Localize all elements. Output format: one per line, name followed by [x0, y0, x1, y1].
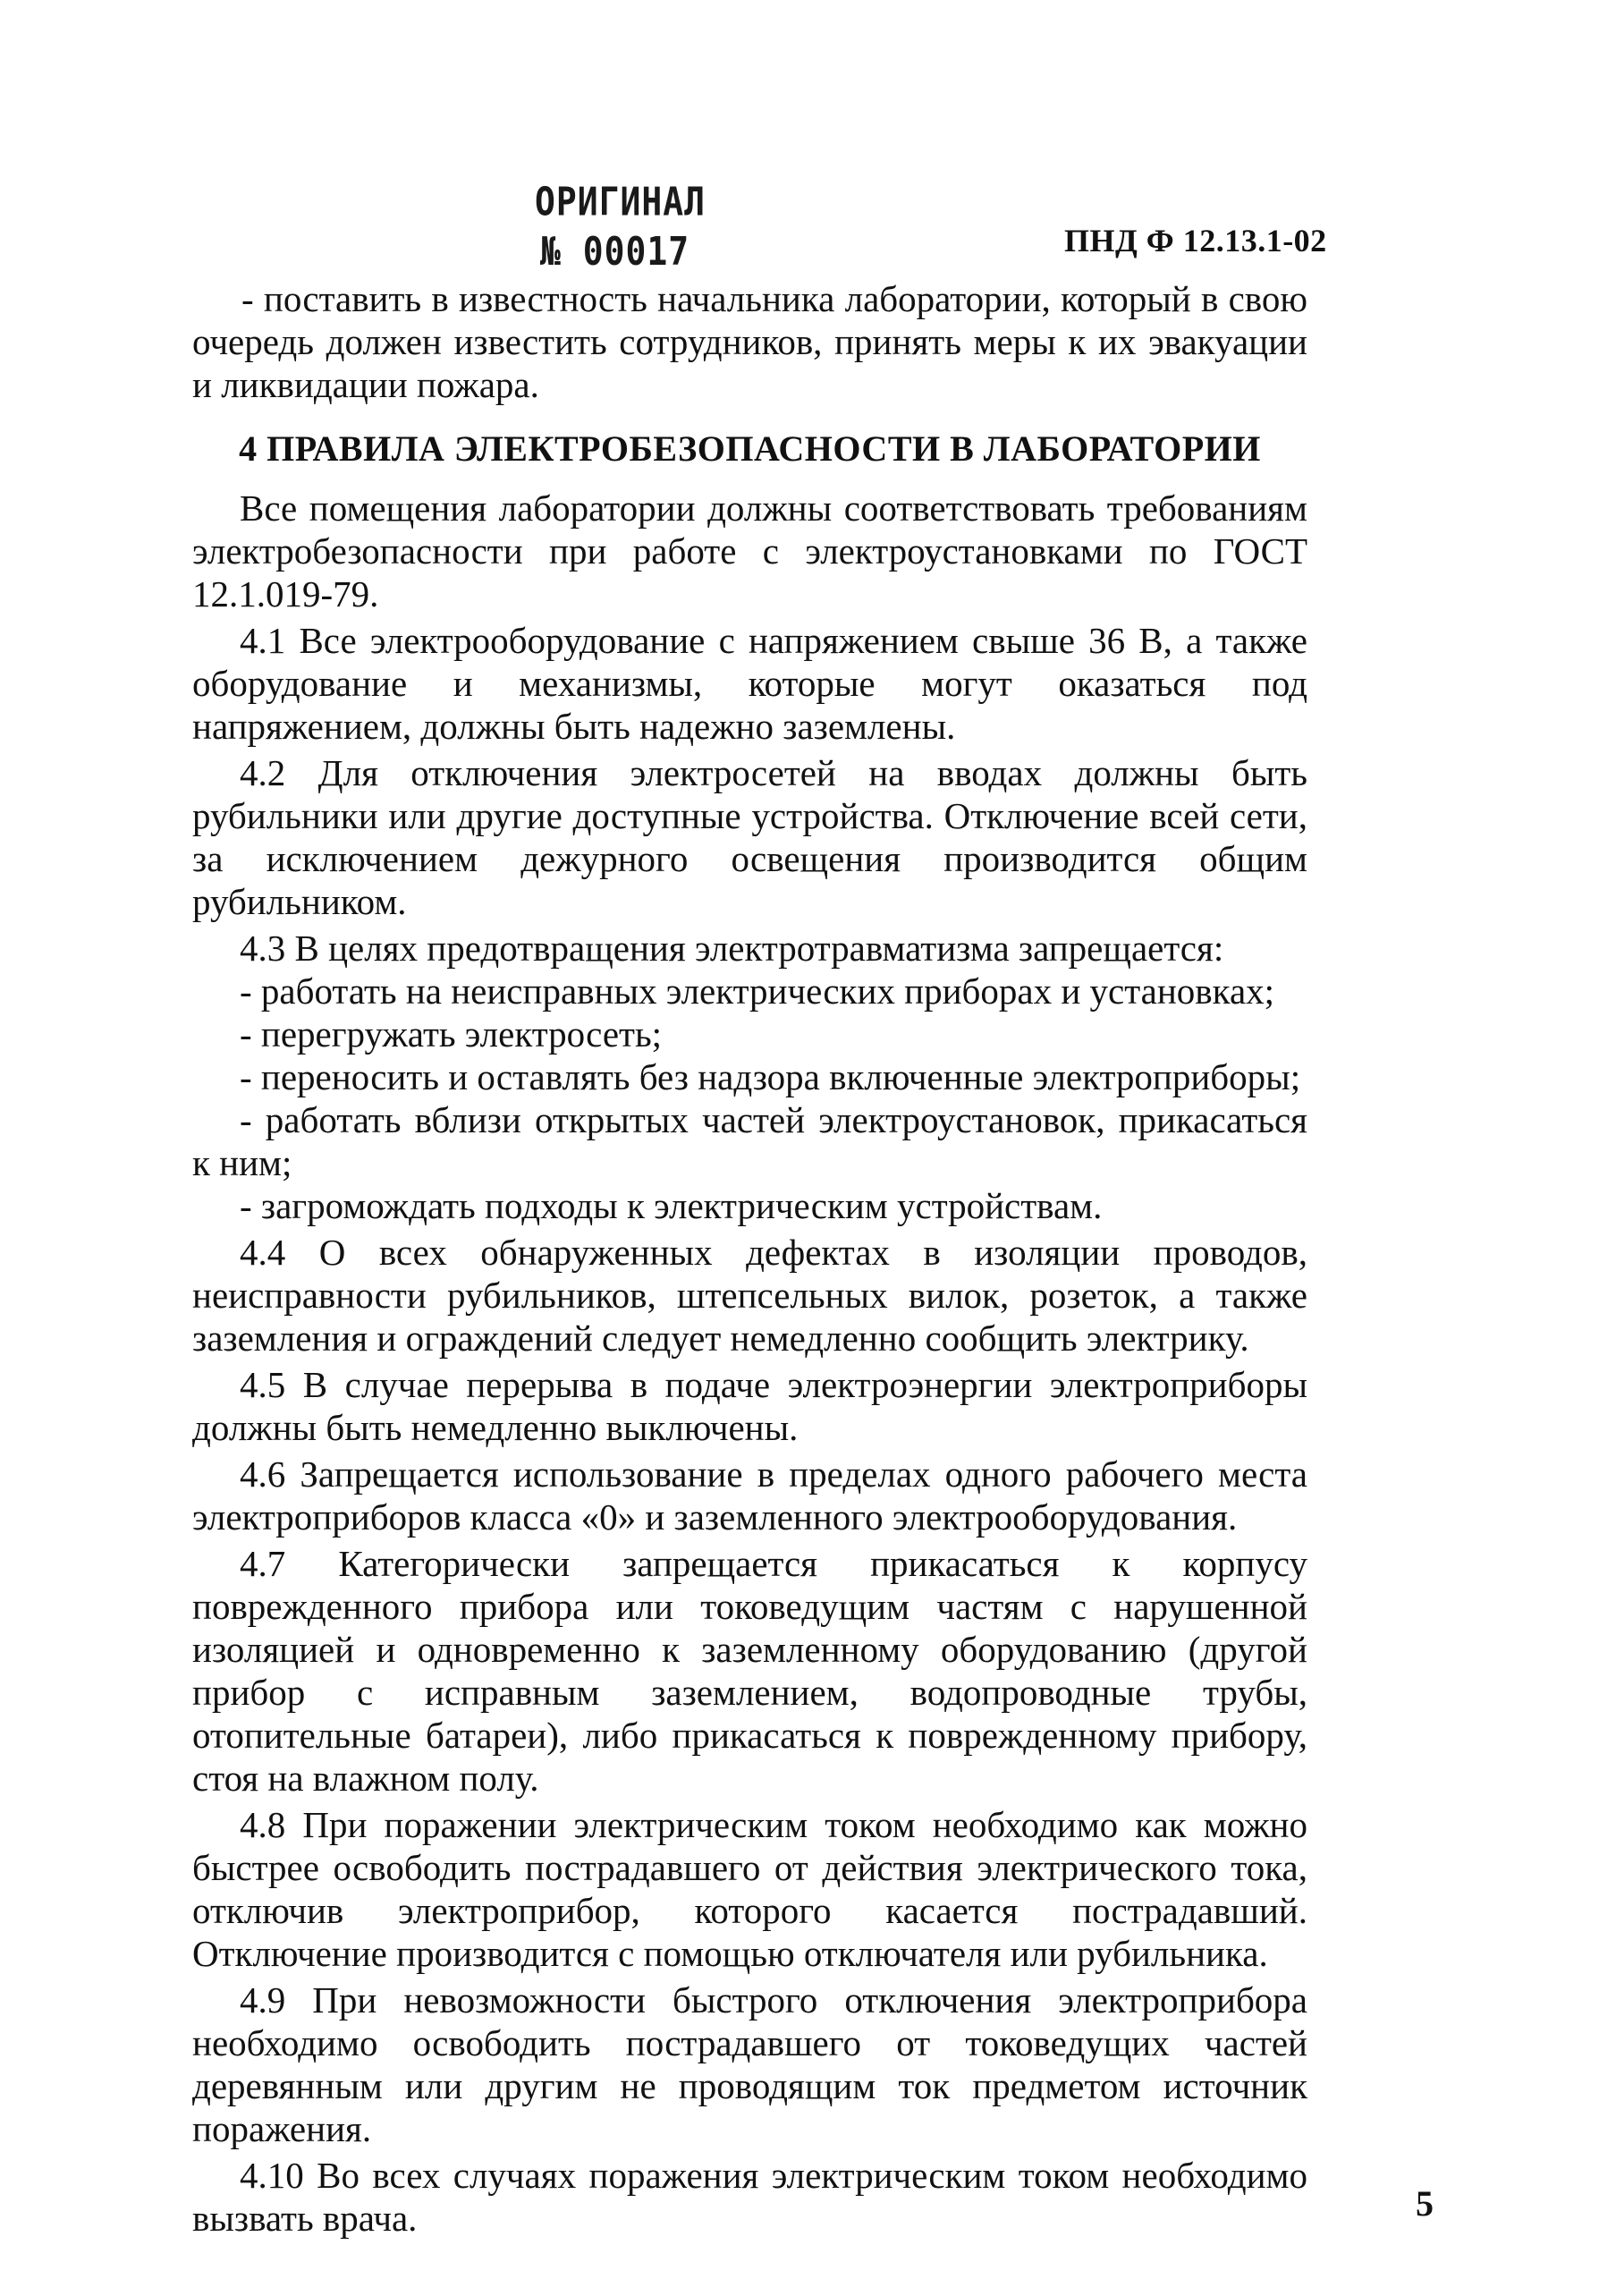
- paragraph-4-10: 4.10 Во всех случаях поражения электрическим током необходимо вызвать врача.: [192, 2155, 1307, 2239]
- intro-dash-item: - поставить в известность начальника лаборатории, который в свою очередь должен известить сотрудников, принять меры к их эвакуации и ликвидации пожара.: [192, 278, 1307, 405]
- paragraph-4-9: 4.9 При невозможности быстрого отключения электроприбора необходимо освободить пострадавшего от токоведущих частей деревянным или другим не проводящим ток предметом источник поражения.: [192, 1979, 1307, 2149]
- paragraph-4-1: 4.1 Все электрооборудование с напряжением свыше 36 В, а также оборудование и механизмы, которые могут оказаться под напряжением, должны быть надежно заземлены.: [192, 620, 1307, 747]
- section-intro-paragraph: Все помещения лаборатории должны соответствовать требованиям электробезопасности при работе с электроустановками по ГОСТ 12.1.019-79.: [192, 487, 1307, 614]
- stamp-number: № 00017: [540, 228, 690, 275]
- section-title: 4 ПРАВИЛА ЭЛЕКТРОБЕЗОПАСНОСТИ В ЛАБОРАТОРИИ: [239, 428, 1261, 469]
- list-item: - работать вблизи открытых частей электроустановок, прикасаться к ним;: [192, 1099, 1307, 1183]
- paragraph-4-4: 4.4 О всех обнаруженных дефектах в изоляции проводов, неисправности рубильников, штепсельных вилок, розеток, а также заземления и ограждений следует немедленно сообщить электрику.: [192, 1232, 1307, 1359]
- paragraph-4-2: 4.2 Для отключения электросетей на вводах должны быть рубильники или другие доступные устройства. Отключение всей сети, за исключением дежурного освещения производится общим рубильником.: [192, 752, 1307, 922]
- page-number: 5: [1416, 2183, 1434, 2224]
- paragraph-4-5: 4.5 В случае перерыва в подаче электроэнергии электроприборы должны быть немедленно выключены.: [192, 1364, 1307, 1448]
- list-item: - перегружать электросеть;: [240, 1013, 663, 1055]
- paragraph-4-8: 4.8 При поражении электрическим током необходимо как можно быстрее освободить пострадавшего от действия электрического тока, отключив электроприбор, которого касается пострадавший. Отключение производится с помощью отключателя или рубильника.: [192, 1804, 1307, 1974]
- list-item: - переносить и оставлять без надзора включенные электроприборы;: [240, 1056, 1301, 1097]
- document-code: ПНД Ф 12.13.1-02: [1064, 223, 1327, 258]
- paragraph-4-3: 4.3 В целях предотвращения электротравматизма запрещается:: [240, 928, 1224, 969]
- list-item: - работать на неисправных электрических приборах и установках;: [240, 970, 1275, 1012]
- paragraph-4-7: 4.7 Категорически запрещается прикасаться к корпусу поврежденного прибора или токоведущим частям с нарушенной изоляцией и одновременно к заземленному оборудованию (другой прибор с исправным заземлением, водопроводные трубы, отопительные батареи), либо прикасаться к поврежденному прибору, стоя на влажном полу.: [192, 1543, 1307, 1799]
- stamp-original-label: ОРИГИНАЛ: [535, 179, 706, 225]
- list-item: - загромождать подходы к электрическим устройствам.: [240, 1185, 1103, 1226]
- document-body: [192, 277, 1307, 2240]
- original-stamp: [535, 177, 749, 275]
- paragraph-4-6: 4.6 Запрещается использование в пределах одного рабочего места электроприборов класса «0» и заземленного электрооборудования.: [192, 1453, 1307, 1538]
